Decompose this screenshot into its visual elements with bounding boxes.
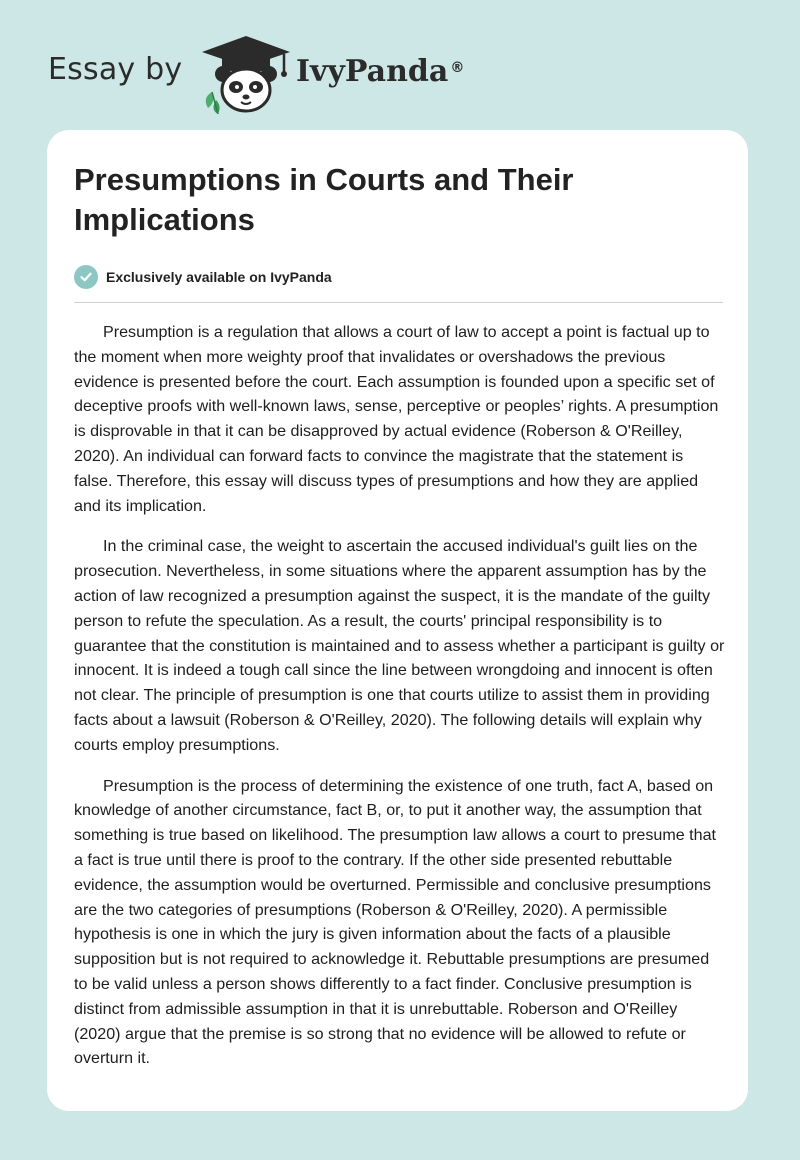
panda-graduation-cap-icon[interactable] [198,34,294,114]
essay-body [74,320,725,1087]
exclusive-label: Exclusively available on IvyPanda [106,269,332,285]
divider [74,302,723,303]
paragraph: Presumption is the process of determining the existence of one truth, fact A, based on knowledge of another circumstance, fact B, or, to put it another way, the assumption that something is true based on likelihood. The presumption law allows a court to presume that a fact is true until there is proof to the contrary. If the other side presented rebuttable evidence, the assumption would be overturned. Permissible and conclusive presumptions are the two categories of presumptions (Roberson & O'Reilley, 2020). A permissible hypothesis is one in which the jury is given information about the facts of a plausible supposition but is not required to acknowledge it. Rebuttable presumptions are presumed to be valid unless a person shows differently to a fact finder. Conclusive presumption is distinct from admissible assumption in that it is unrebuttable. Roberson and O'Reilley (2020) argue that the premise is so strong that no evidence will be allowed to refute or overturn it. [74,776,717,1068]
essay-card [47,130,748,1111]
site-header [0,0,800,130]
exclusive-badge [74,264,332,290]
registered-mark: ® [450,60,465,76]
paragraph: In the criminal case, the weight to ascertain the accused individual's guilt lies on the prosecution. Nevertheless, in some situations where the apparent assumption has by the action of law recognized a presumption against the suspect, it is the mandate of the guilty person to refute the speculation. As a result, the courts' principal responsibility is to guarantee that the constitution is maintained and to assess whether a participant is guilty or innocent. It is indeed a tough call since the line between wrongdoing and innocent is often not clear. The principle of presumption is one that courts utilize to assist them in providing facts about a lawsuit (Roberson & O'Reilley, 2020). The following details will explain why courts employ presumptions. [74,537,725,754]
brand-name[interactable] [296,52,464,92]
brand-label: IvyPanda [296,54,449,89]
page-title: Presumptions in Courts and Their Implications [74,162,574,237]
paragraph: Presumption is a regulation that allows a court of law to accept a point is factual up to the moment when more weighty proof that invalidates or overshadows the previous evidence is presented before the court. Each assumption is founded upon a specific set of deceptive proofs with well-known laws, sense, perceptive or peoples’ rights. A presumption is disprovable in that it can be disapproved by actual evidence (Roberson & O'Reilley, 2020). An individual can forward facts to convince the magistrate that the statement is false. Therefore, this essay will discuss types of presumptions and how they are applied and its implication. [74,323,719,515]
check-circle-icon [74,265,98,289]
essay-by-label: Essay by [48,52,183,87]
